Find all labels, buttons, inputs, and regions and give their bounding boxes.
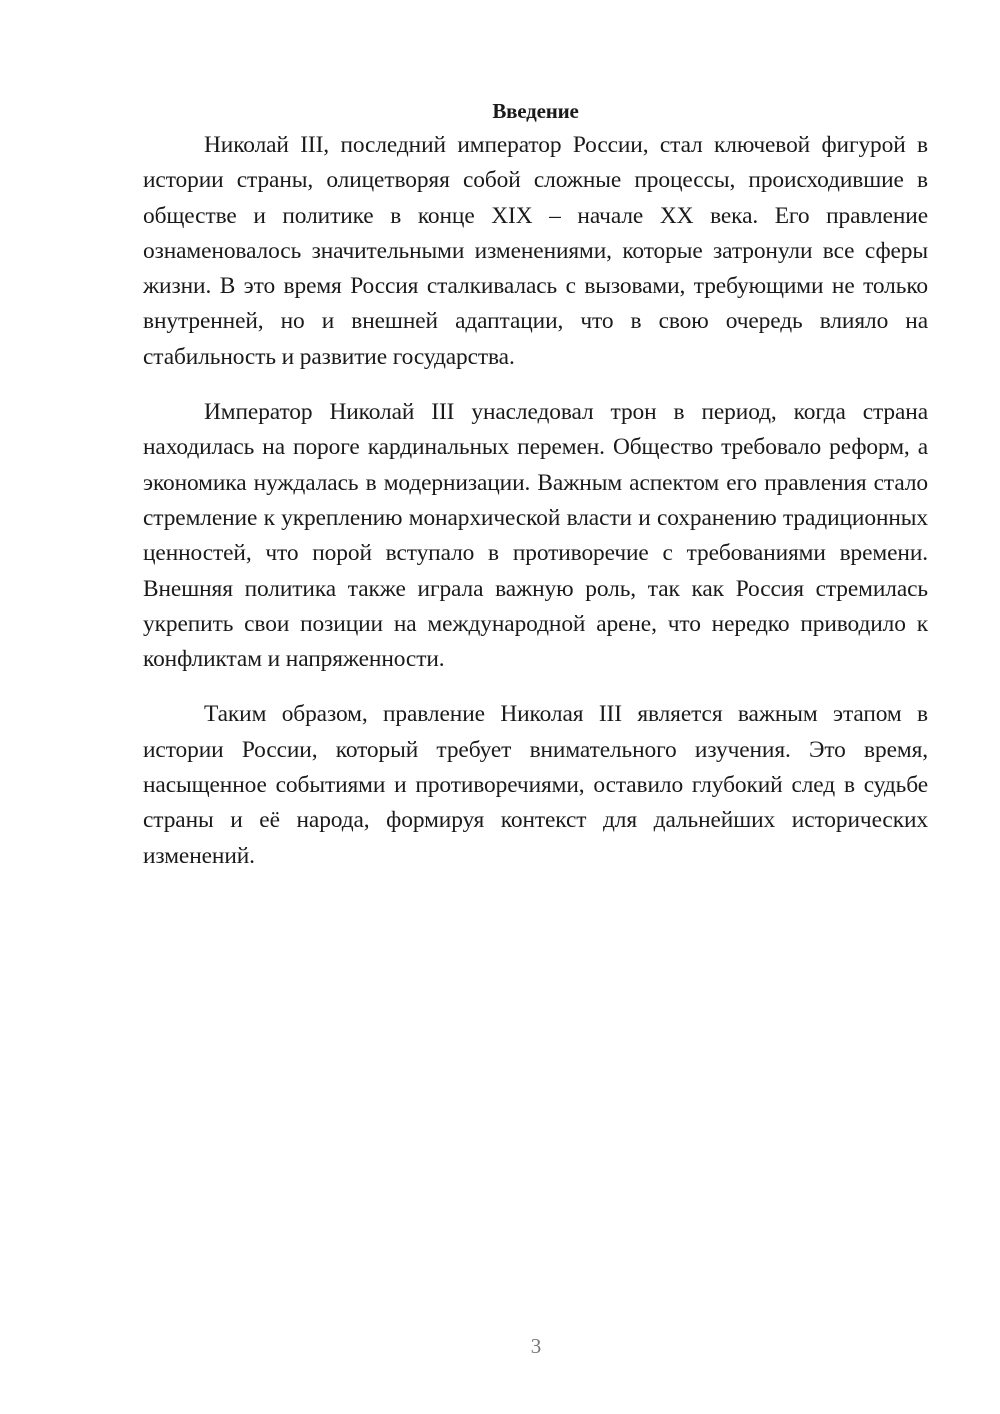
- paragraph-1: Николай III, последний император России, стал ключевой фигурой в истории страны, олицетворяя собой сложные процессы, происходившие в обществе и политике в конце XIX – начале XX века. Его правление ознаменовалось значительными изменениями, которые затронули все сферы жизни. В это время Россия сталкивалась с вызовами, требующими не только внутренней, но и внешней адаптации, что в свою очередь влияло на стабильность и развитие государства.: [143, 132, 928, 370]
- paragraph-3: Таким образом, правление Николая III является важным этапом в истории России, который требует внимательного изучения. Это время, насыщенное событиями и противоречиями, оставило глубокий след в судьбе страны и её народа, формируя контекст для дальнейших исторических изменений.: [143, 701, 928, 869]
- page-number: 3: [530, 1334, 542, 1358]
- paragraph-2: Император Николай III унаследовал трон в период, когда страна находилась на пороге кардинальных перемен. Общество требовало реформ, а экономика нуждалась в модернизации. Важным аспектом его правления стало стремление к укреплению монархической власти и сохранению традиционных ценностей, что порой вступало в противоречие с требованиями времени. Внешняя политика также играла важную роль, так как Россия стремилась укрепить свои позиции на международной арене, что нередко приводило к конфликтам и напряженности.: [143, 399, 928, 673]
- page-content: [143, 96, 928, 874]
- section-heading: Введение: [492, 99, 579, 123]
